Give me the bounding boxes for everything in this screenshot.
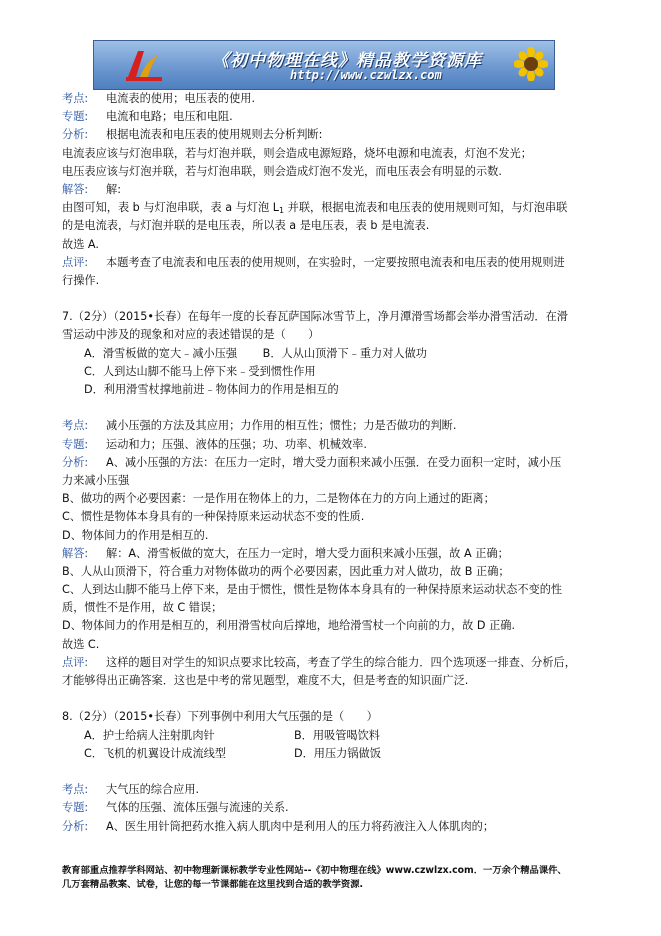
jieda-line: 的是电流表，与灯泡并联的是电压表，所以表 a 是电压表，表 b 是电流表. [62, 219, 430, 233]
answer-choice: 故选 C. [62, 637, 100, 651]
jieda-line: 由图可知，表 b 与灯泡串联，表 a 与灯泡 $L_1$ 并联，根据电流表和电压表的使用规则可知，与灯泡串联 [62, 201, 568, 216]
fenxi-row: 分析: A、减小压强的方法：在压力一定时，增大受力面积来减小压强．在受力面积一定时，减小压 [62, 455, 562, 469]
option-d: D．利用滑雪杖撑地前进﹣物体间力的作用是相互的 [84, 383, 339, 397]
zhuanti-row: 专题: 运动和力；压强、液体的压强；功、功率、机械效率. [62, 437, 367, 451]
option-a: A．滑雪板做的宽大﹣减小压强 [84, 346, 238, 360]
fenxi-line: D、物体间力的作用是相互的. [62, 528, 209, 542]
header-banner [93, 40, 555, 90]
option-b: B．人从山顶滑下﹣重力对人做功 [262, 346, 427, 360]
footer-line: 几万套精品教案、试卷，让您的每一节课都能在这里找到合适的教学资源. [62, 879, 364, 890]
fenxi-row: 分析: A、医生用针筒把药水推入病人肌肉中是利用人的压力将药液注入人体肌肉的； [62, 819, 495, 833]
jieda-line: 质，惯性不是作用，故 C 错误； [62, 601, 223, 615]
fenxi-line: B、做功的两个必要因素：一是作用在物体上的力，二是物体在力的方向上通过的距离； [62, 492, 495, 506]
jieda-line: B、人从山顶滑下，符合重力对物体做功的两个必要因素，因此重力对人做功，故 B 正确； [62, 564, 510, 578]
answer-choice: 故选 A. [62, 237, 99, 251]
fenxi-line: 力来减小压强 [62, 473, 130, 487]
jieda-row: 解答: 解：A、滑雪板做的宽大，在压力一定时，增大受力面积来减小压强，故 A 正确； [62, 546, 509, 560]
dianping-line: 才能够得出正确答案．这也是中考的常见题型，难度不大，但是考查的知识面广泛. [62, 674, 469, 688]
option-d: D．用压力锅做饭 [294, 746, 381, 760]
question-stem: 雪运动中涉及的现象和对应的表述错误的是（ ） [62, 328, 320, 342]
option-row [62, 727, 592, 745]
banner-url: http://www.czwlzx.com [290, 68, 442, 82]
option-row [62, 745, 592, 763]
kaodian-row: 考点: 电流表的使用；电压表的使用. [62, 92, 255, 105]
option-c: C．人到达山脚不能马上停下来﹣受到惯性作用 [84, 364, 316, 378]
jieda-row: 解答: 解: [62, 182, 121, 196]
fenxi-line: C、惯性是物体本身具有的一种保持原来运动状态不变的性质. [62, 510, 365, 524]
page-footer [62, 864, 602, 892]
question-stem: 7.（2分）（2015•长春）在每年一度的长春瓦萨国际冰雪节上，净月潭滑雪场都会举办滑雪活动．在滑 [62, 310, 568, 324]
dianping-row: 点评: 这样的题目对学生的知识点要求比较高，考查了学生的综合能力．四个选项逐一排查、分析后， [62, 655, 576, 669]
site-logo-icon [124, 47, 164, 83]
sunflower-icon [514, 47, 548, 81]
zhuanti-row: 专题: 电流和电路；电压和电阻. [62, 110, 233, 124]
option-a: A．护士给病人注射肌肉针 [84, 728, 215, 742]
zhuanti-row: 专题: 气体的压强、流体压强与流速的关系. [62, 801, 289, 815]
kaodian-row: 考点: 大气压的综合应用. [62, 783, 200, 797]
fenxi-row: 分析: 根据电流表和电压表的使用规则去分析判断: [62, 128, 323, 142]
document-body [62, 90, 592, 836]
fenxi-line: 电压表应该与灯泡并联，若与灯泡串联，则会造成灯泡不发光，而电压表会有明显的示数. [62, 164, 502, 178]
banner-title: 《初中物理在线》精品教学资源库 [212, 51, 482, 71]
option-b: B．用吸管喝饮料 [294, 728, 380, 742]
kaodian-row: 考点: 减小压强的方法及其应用；力作用的相互性；惯性；力是否做功的判断. [62, 419, 457, 433]
dianping-row: 点评: 本题考查了电流表和电压表的使用规则，在实验时，一定要按照电流表和电压表的使用规则进 [62, 255, 565, 269]
fenxi-line: 电流表应该与灯泡串联，若与灯泡并联，则会造成电源短路，烧坏电源和电流表，灯泡不发光； [62, 146, 532, 160]
question-stem: 8.（2分）（2015•长春）下列事例中利用大气压强的是（ ） [62, 710, 378, 724]
footer-line: 教育部重点推荐学科网站、初中物理新课标教学专业性网站--《初中物理在线》www.czwlzx.com．一万余个精品课件、 [62, 865, 567, 876]
option-c: C．飞机的机翼设计成流线型 [84, 746, 227, 760]
dianping-line: 行操作. [62, 273, 100, 287]
jieda-line: C、人到达山脚不能马上停下来，是由于惯性，惯性是物体本身具有的一种保持原来运动状态不变的性 [62, 583, 563, 597]
jieda-line: D、物体间力的作用是相互的，利用滑雪杖向后撑地，地给滑雪杖一个向前的力，故 D 正确. [62, 619, 516, 633]
